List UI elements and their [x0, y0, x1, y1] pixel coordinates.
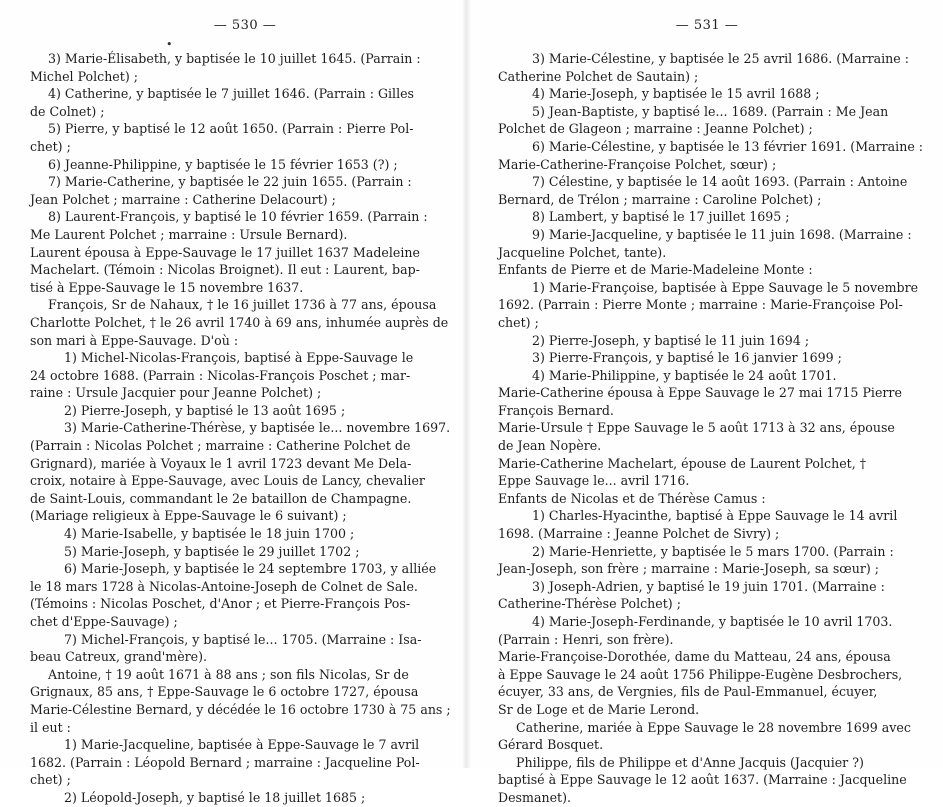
text-line: chet) ; — [30, 772, 71, 788]
text-line: 5) Marie-Joseph, y baptisée le 29 juillet 1702 ; — [64, 543, 360, 559]
text-line: (Parrain : Henri, son frère). — [498, 631, 674, 647]
text-line: Grignard), mariée à Voyaux le 1 avril 1723 devant Me Dela- — [30, 455, 412, 471]
text-line: Catherine Polchet de Sautain) ; — [498, 68, 699, 84]
text-line: 5) Jean-Baptiste, y baptisé le... 1689. (Parrain : Me Jean — [532, 103, 889, 119]
text-line: tisé à Eppe-Sauvage le 15 novembre 1637. — [30, 279, 304, 295]
text-line: (Témoins : Nicolas Poschet, d'Anor ; et Pierre-François Pos- — [30, 596, 411, 612]
text-line: 8) Lambert, y baptisé le 17 juillet 1695 ; — [532, 209, 790, 225]
text-line: Desmanet). — [498, 789, 572, 805]
text-line: Marie-Catherine Machelart, épouse de Laurent Polchet, † — [498, 455, 867, 471]
text-line: chet d'Eppe-Sauvage) ; — [30, 614, 178, 629]
text-line: 4) Marie-Philippine, y baptisée le 24 août 1701. — [532, 367, 837, 383]
text-line: 1) Marie-Jacqueline, baptisée à Eppe-Sauvage le 7 avril — [64, 737, 420, 753]
text-line: 7) Michel-François, y baptisé le... 1705. (Marraine : Isa- — [64, 631, 422, 647]
text-line: baptisé à Eppe Sauvage le 12 août 1637. (Marraine : Jacqueline — [498, 772, 907, 788]
text-line: Philippe, fils de Philippe et d'Anne Jacquis (Jacquier ?) — [516, 754, 864, 770]
text-line: 1) Marie-Françoise, baptisée à Eppe Sauvage le 5 novembre — [532, 279, 919, 295]
text-line: chet) ; — [30, 138, 71, 154]
ink-speck: • — [166, 38, 173, 51]
text-line: Marie-Catherine épousa à Eppe Sauvage le 27 mai 1715 Pierre — [498, 385, 902, 401]
text-line: François Bernard. — [498, 402, 614, 418]
text-line: Eppe Sauvage le... avril 1716. — [498, 473, 690, 489]
text-line: 3) Marie-Célestine, y baptisée le 25 avril 1686. (Marraine : — [532, 51, 909, 66]
text-line: Sr de Loge et de Marie Lerond. — [498, 701, 700, 717]
text-line: raine : Ursule Jacquier pour Jeanne Polchet) ; — [30, 385, 322, 401]
text-line: François, Sr de Nahaux, † le 16 juillet 1736 à 77 ans, épousa — [48, 297, 437, 313]
text-line: Machelart. (Témoin : Nicolas Broignet). Il eut : Laurent, bap- — [30, 262, 420, 278]
text-line: Jacqueline Polchet, tante). — [498, 244, 667, 260]
text-line: Enfants de Nicolas et de Thérèse Camus : — [498, 490, 766, 506]
text-line: 3) Pierre-François, y baptisé le 16 janvier 1699 ; — [532, 350, 842, 366]
text-line: son mari à Eppe-Sauvage. D'où : — [30, 332, 239, 348]
book-gutter — [462, 0, 472, 768]
left-page-number: — 530 — — [213, 18, 277, 33]
text-line: 4) Marie-Isabelle, y baptisée le 18 juin 1700 ; — [64, 526, 355, 542]
text-line: 24 octobre 1688. (Parrain : Nicolas-François Poschet ; mar- — [30, 367, 411, 383]
text-line: Gérard Bosquet. — [498, 737, 604, 753]
text-line: 9) Marie-Jacqueline, y baptisée le 11 juin 1698. (Marraine : — [532, 226, 912, 242]
text-line: 2) Marie-Henriette, y baptisée le 5 mars 1700. (Parrain : — [532, 543, 894, 559]
text-line: 6) Marie-Joseph, y baptisée le 24 septembre 1703, y alliée — [64, 561, 437, 577]
text-line: 7) Marie-Catherine, y baptisée le 22 juin 1655. (Parrain : — [48, 174, 412, 190]
text-line: 1682. (Parrain : Léopold Bernard ; marraine : Jacqueline Pol- — [30, 754, 420, 770]
text-line: Marie-Françoise-Dorothée, dame du Matteau, 24 ans, épousa — [498, 649, 891, 665]
right-page-number: — 531 — — [675, 18, 739, 33]
text-line: croix, notaire à Eppe-Sauvage, avec Louis de Lancy, chevalier — [30, 473, 425, 489]
text-line: (Mariage religieux à Eppe-Sauvage le 6 suivant) ; — [30, 508, 347, 524]
text-line: Antoine, † 19 août 1671 à 88 ans ; son fils Nicolas, Sr de — [48, 666, 409, 682]
text-line: beau Catreux, grand'mère). — [30, 649, 208, 665]
text-line: Marie-Célestine Bernard, y décédée le 16 octobre 1730 à 75 ans ; — [30, 701, 451, 717]
text-line: (Parrain : Nicolas Polchet ; marraine : Catherine Polchet de — [30, 438, 411, 454]
text-line: Marie-Catherine-Françoise Polchet, sœur) ; — [498, 156, 777, 172]
text-line: de Colnet) ; — [30, 103, 105, 119]
text-line: Jean-Joseph, son frère ; marraine : Marie-Joseph, sa sœur) ; — [498, 561, 880, 577]
text-line: 4) Marie-Joseph-Ferdinande, y baptisée le 10 avril 1703. — [532, 614, 893, 629]
text-line: Polchet de Glageon ; marraine : Jeanne Polchet) ; — [498, 121, 813, 137]
text-line: 2) Léopold-Joseph, y baptisé le 18 juillet 1685 ; — [64, 789, 366, 805]
text-line: 4) Catherine, y baptisée le 7 juillet 1646. (Parrain : Gilles — [48, 86, 415, 102]
text-line: 6) Marie-Célestine, y baptisée le 13 février 1691. (Marraine : — [532, 138, 924, 154]
text-line: 3) Marie-Catherine-Thérèse, y baptisée le... novembre 1697. — [64, 420, 451, 436]
text-line: 3) Marie-Élisabeth, y baptisée le 10 juillet 1645. (Parrain : — [48, 51, 421, 66]
text-line: 1) Charles-Hyacinthe, baptisé à Eppe Sauvage le 14 avril — [532, 508, 898, 524]
text-line: 1692. (Parrain : Pierre Monte ; marraine : Marie-Françoise Pol- — [498, 297, 903, 313]
left-page — [30, 0, 460, 805]
text-line: Grignaux, 85 ans, † Eppe-Sauvage le 6 octobre 1727, épousa — [30, 684, 419, 700]
text-line: 2) Pierre-Joseph, y baptisé le 13 août 1695 ; — [64, 402, 346, 418]
text-line: 8) Laurent-François, y baptisé le 10 février 1659. (Parrain : — [48, 209, 428, 225]
text-line: Catherine-Thérèse Polchet) ; — [498, 596, 681, 612]
text-line: 5) Pierre, y baptisé le 12 août 1650. (Parrain : Pierre Pol- — [48, 121, 414, 137]
text-line: il eut : — [30, 719, 71, 735]
text-line: à Eppe Sauvage le 24 août 1756 Philippe-Eugène Desbrochers, — [498, 666, 903, 682]
text-line: Enfants de Pierre et de Marie-Madeleine Monte : — [498, 262, 813, 278]
right-page-text — [498, 50, 924, 807]
text-line: Jean Polchet ; marraine : Catherine Delacourt) ; — [30, 191, 336, 207]
text-line: Charlotte Polchet, † le 26 avril 1740 à 69 ans, inhumée auprès de — [30, 314, 449, 330]
text-line: chet) ; — [498, 314, 539, 330]
text-line: Michel Polchet) ; — [30, 68, 138, 84]
text-line: de Saint-Louis, commandant le 2e bataillon de Champagne. — [30, 490, 412, 506]
text-line: le 18 mars 1728 à Nicolas-Antoine-Joseph de Colnet de Sale. — [30, 578, 418, 594]
text-line: Catherine, mariée à Eppe Sauvage le 28 novembre 1699 avec — [516, 719, 911, 735]
text-line: 6) Jeanne-Philippine, y baptisée le 15 février 1653 (?) ; — [48, 156, 398, 172]
text-line: 4) Marie-Joseph, y baptisée le 15 avril 1688 ; — [532, 86, 820, 102]
text-line: Laurent épousa à Eppe-Sauvage le 17 juillet 1637 Madeleine — [30, 244, 420, 260]
left-page-text — [30, 50, 460, 807]
right-page — [498, 0, 924, 805]
text-line: 3) Joseph-Adrien, y baptisé le 19 juin 1701. (Marraine : — [532, 578, 885, 594]
text-line: Bernard, de Trélon ; marraine : Caroline Polchet) ; — [498, 191, 822, 207]
text-line: de Jean Nopère. — [498, 438, 602, 454]
text-line: écuyer, 33 ans, de Vergnies, fils de Paul-Emmanuel, écuyer, — [498, 684, 878, 700]
text-line: Me Laurent Polchet ; marraine : Ursule Bernard). — [30, 226, 348, 242]
text-line: 7) Célestine, y baptisée le 14 août 1693. (Parrain : Antoine — [532, 174, 908, 190]
text-line: Marie-Ursule † Eppe Sauvage le 5 août 1713 à 32 ans, épouse — [498, 420, 895, 436]
text-line: 2) Pierre-Joseph, y baptisé le 11 juin 1694 ; — [532, 332, 810, 348]
text-line: 1) Michel-Nicolas-François, baptisé à Eppe-Sauvage le — [64, 350, 414, 366]
text-line: 1698. (Marraine : Jeanne Polchet de Sivry) ; — [498, 526, 780, 542]
